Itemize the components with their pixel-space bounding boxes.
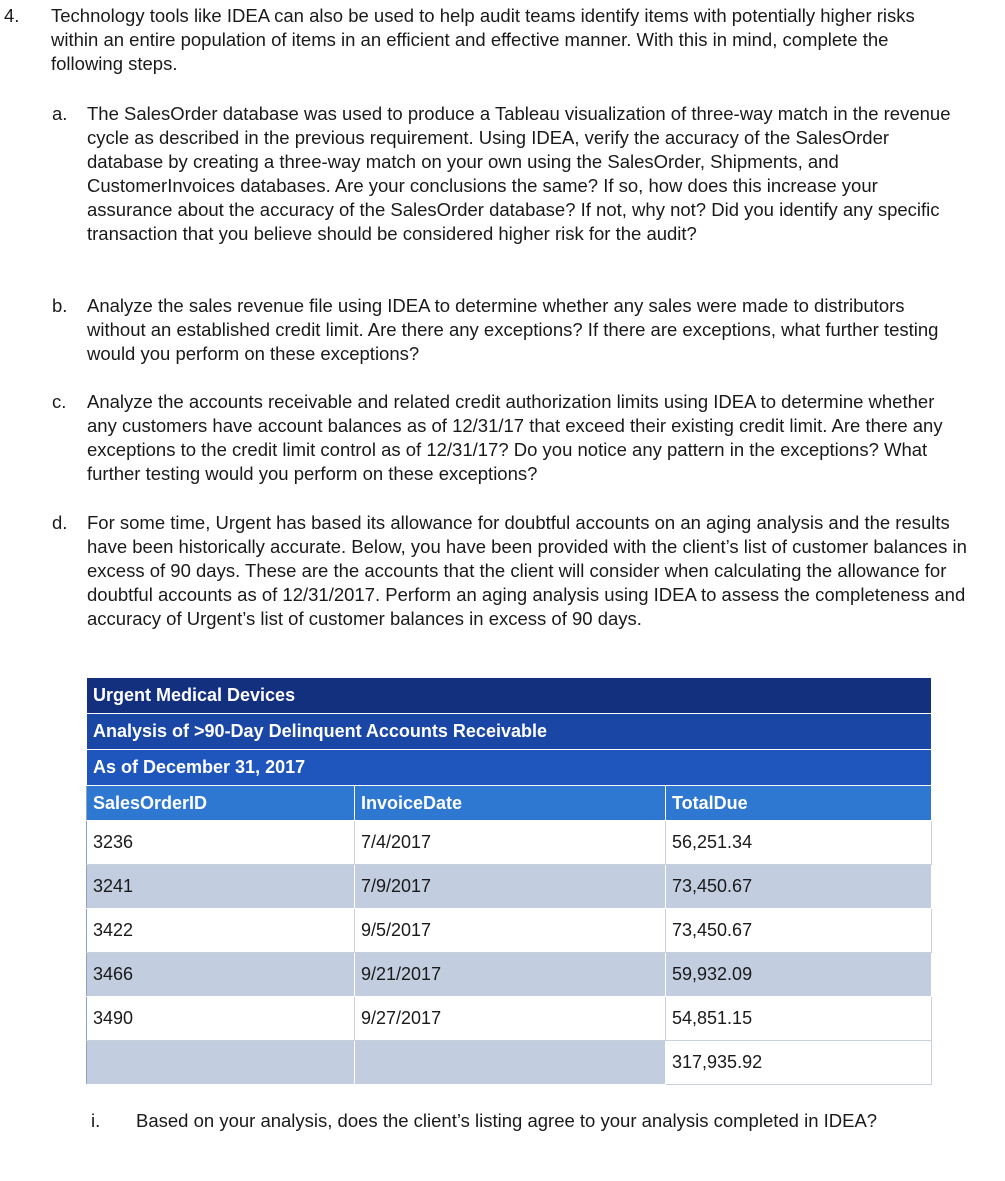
cell-totaldue: 73,450.67: [666, 865, 932, 909]
cell-salesorderid: 3466: [87, 953, 355, 997]
cell-salesorderid: 3236: [87, 821, 355, 865]
part-b-text: Analyze the sales revenue file using IDEA to determine whether any sales were made to distributors without an established credit limit. Are there any exceptions? If there are exceptions, what further testing would you perform on these exceptions?: [87, 295, 939, 364]
part-b-letter: b.: [52, 295, 68, 316]
table-header-row: [87, 786, 932, 821]
table-row: [87, 865, 932, 909]
part-d-letter: d.: [52, 512, 68, 533]
question-text: Technology tools like IDEA can also be used to help audit teams identify items with potentially higher risks within an entire population of items in an efficient and effective manner. With this in mind, complete the following steps.: [51, 5, 915, 74]
cell-salesorderid: 3490: [87, 997, 355, 1041]
part-d-text: For some time, Urgent has based its allowance for doubtful accounts on an aging analysis and the results have been historically accurate. Below, you have been provided with the client’s list of customer balances in excess of 90 days. These are the accounts that the client will consider when calculating the allowance for doubtful accounts as of 12/31/2017. Perform an aging analysis using IDEA to assess the completeness and accuracy of Urgent’s list of customer balances in excess of 90 days.: [87, 512, 967, 629]
table-row: [87, 909, 932, 953]
part-c-letter: c.: [52, 391, 67, 412]
cell-invoicedate: 9/27/2017: [355, 997, 666, 1041]
table-company-title: Urgent Medical Devices: [87, 678, 932, 714]
subquestion-numeral: i.: [91, 1110, 101, 1131]
question-number: 4.: [4, 5, 20, 26]
table-analysis-title: Analysis of >90-Day Delinquent Accounts Receivable: [87, 714, 932, 750]
part-c-text: Analyze the accounts receivable and related credit authorization limits using IDEA to determine whether any customers have account balances as of 12/31/17 that exceed their existing credit limit. Are there any exceptions to the credit limit control as of 12/31/17? Do you notice any pattern in the exceptions? What further testing would you perform on these exceptions?: [87, 391, 943, 484]
cell-totaldue: 73,450.67: [666, 909, 932, 953]
cell-totaldue: 54,851.15: [666, 997, 932, 1041]
table-row: [87, 821, 932, 865]
total-empty-cell: [355, 1041, 666, 1085]
subquestion-text: Based on your analysis, does the client’s listing agree to your analysis completed in IDEA?: [136, 1110, 878, 1131]
cell-salesorderid: 3241: [87, 865, 355, 909]
cell-salesorderid: 3422: [87, 909, 355, 953]
cell-invoicedate: 9/21/2017: [355, 953, 666, 997]
table-date-row: [87, 750, 932, 786]
cell-invoicedate: 9/5/2017: [355, 909, 666, 953]
table-row: [87, 953, 932, 997]
cell-totaldue: 56,251.34: [666, 821, 932, 865]
cell-invoicedate: 7/9/2017: [355, 865, 666, 909]
table-total-row: [87, 1041, 932, 1085]
header-salesorderid: SalesOrderID: [87, 786, 355, 821]
part-a-letter: a.: [52, 103, 68, 124]
total-due-sum: 317,935.92: [666, 1041, 932, 1085]
part-a-text: The SalesOrder database was used to produce a Tableau visualization of three-way match in the revenue cycle as described in the previous requirement. Using IDEA, verify the accuracy of the SalesOrder database by creating a three-way match on your own using the SalesOrder, Shipments, and CustomerInvoices databases. Are your conclusions the same? If so, how does this increase your assurance about the accuracy of the SalesOrder database? If not, why not? Did you identify any specific transaction that you believe should be considered higher risk for the audit?: [87, 103, 951, 244]
table-subtitle-row: [87, 714, 932, 750]
cell-totaldue: 59,932.09: [666, 953, 932, 997]
header-invoicedate: InvoiceDate: [355, 786, 666, 821]
total-empty-cell: [87, 1041, 355, 1085]
table-row: [87, 997, 932, 1041]
header-totaldue: TotalDue: [666, 786, 932, 821]
cell-invoicedate: 7/4/2017: [355, 821, 666, 865]
table-as-of-date: As of December 31, 2017: [87, 750, 932, 786]
table-title-row: [87, 678, 932, 714]
delinquent-ar-table: [86, 677, 932, 1085]
